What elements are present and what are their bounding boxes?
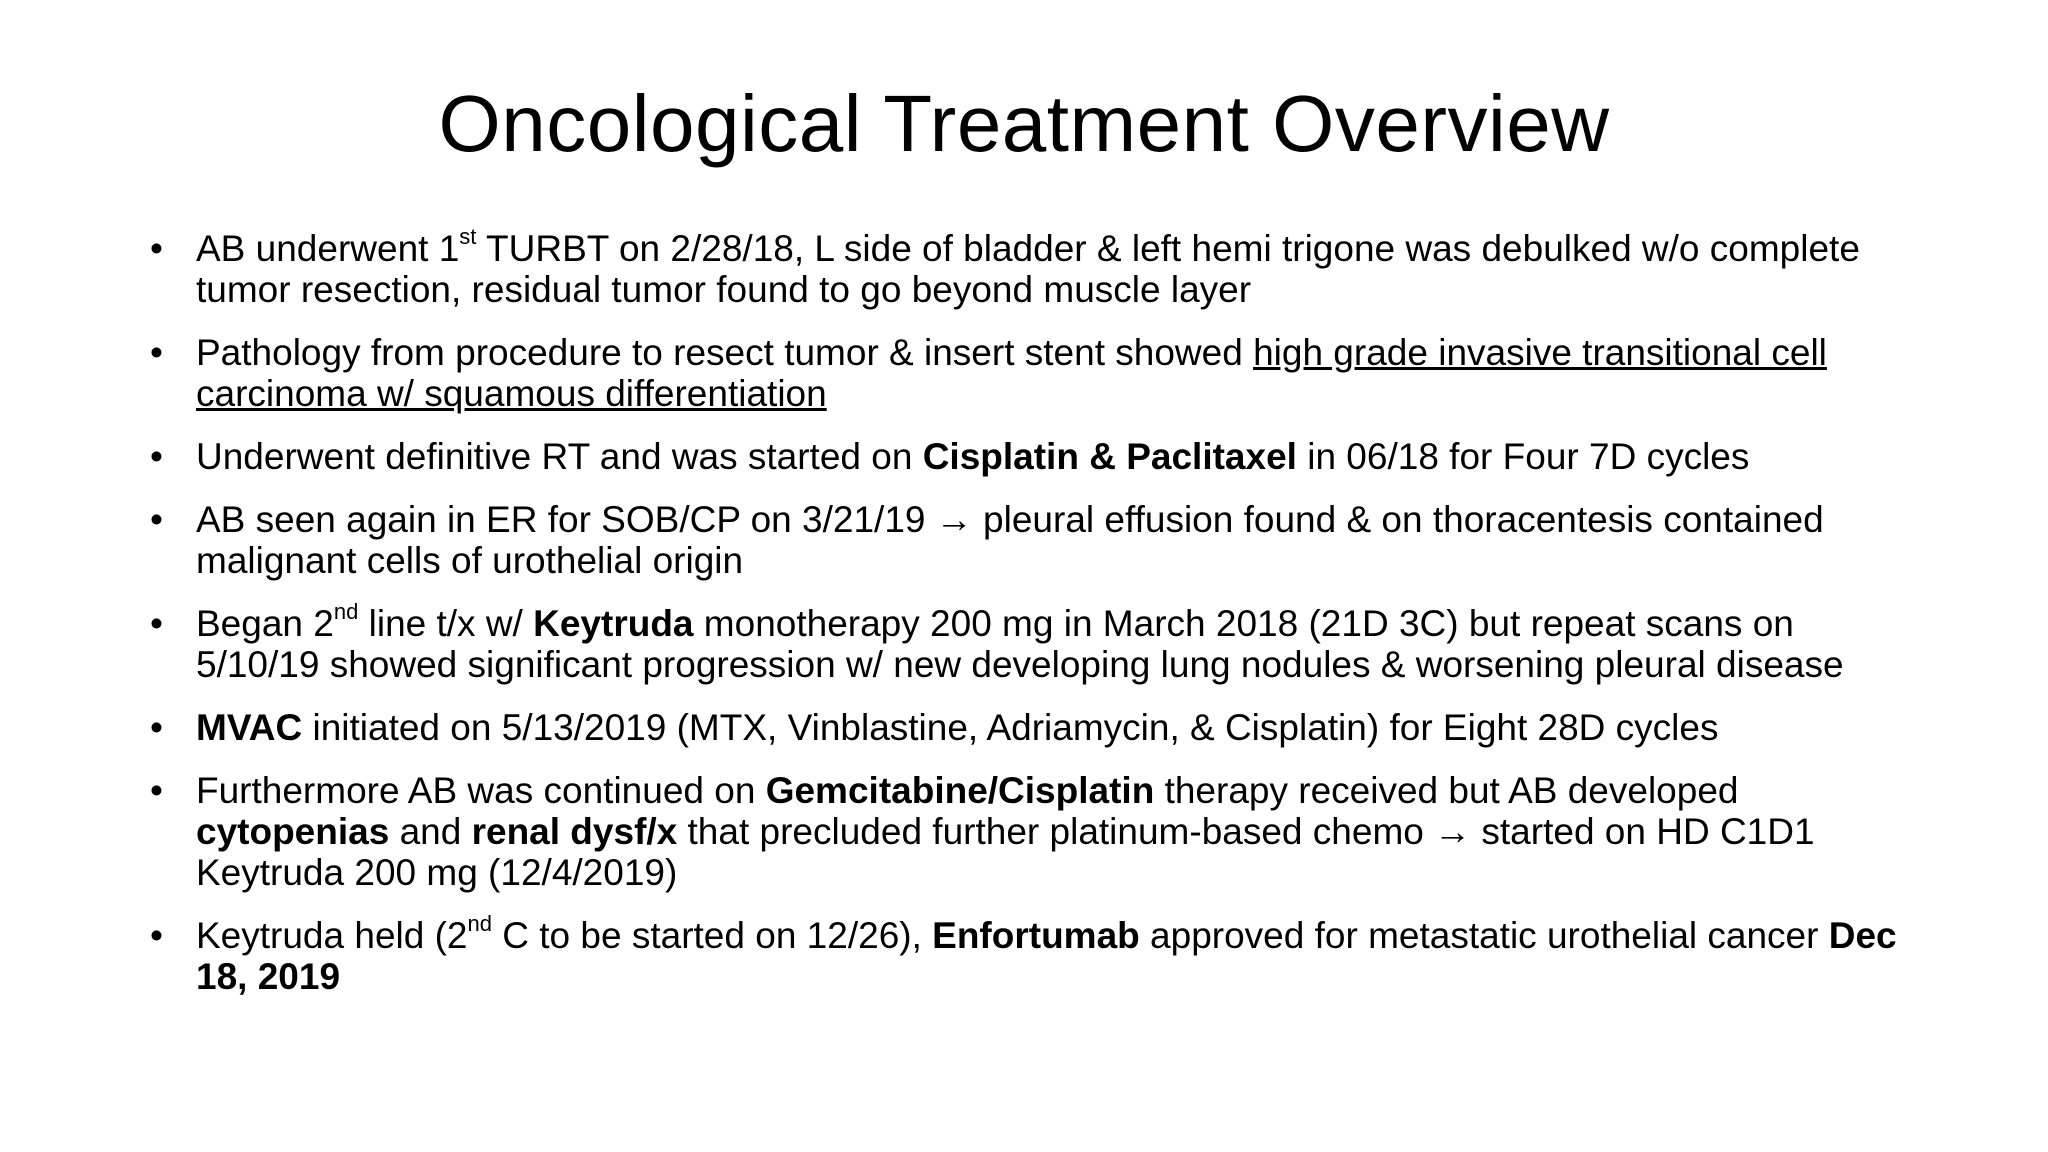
bullet-marker: • xyxy=(150,436,163,477)
bold-date: Dec 18, 2019 xyxy=(196,915,1897,997)
bullet-item xyxy=(150,770,1920,893)
bullet-text: approved for metastatic urothelial cancer xyxy=(1139,915,1829,956)
bullet-marker: • xyxy=(150,770,163,811)
bullet-text: therapy received but AB developed xyxy=(1154,770,1739,811)
bullet-text: Underwent definitive RT and was started on xyxy=(196,436,923,477)
bold-drug-name: MVAC xyxy=(196,707,303,748)
bullet-marker: • xyxy=(150,603,163,644)
arrow-right-icon: → xyxy=(1434,811,1472,852)
superscript-text: nd xyxy=(467,910,492,936)
bullet-text: that precluded further platinum-based chemo xyxy=(677,811,1435,852)
bullet-text: initiated on 5/13/2019 (MTX, Vinblastine, Adriamycin, & Cisplatin) for Eight 28D cycles xyxy=(302,707,1719,748)
bold-drug-name: Enfortumab xyxy=(932,915,1140,956)
arrow-right-icon: → xyxy=(935,499,973,540)
bullet-item xyxy=(150,436,1920,477)
bullet-text: line t/x w/ xyxy=(358,603,534,644)
superscript-text: nd xyxy=(333,598,359,624)
bold-drug-name: Cisplatin & Paclitaxel xyxy=(922,436,1297,477)
bullet-text: TURBT on 2/28/18, L side of bladder & left hemi trigone was debulked w/o complete tumor resection, residual tumor found to go beyond muscle layer xyxy=(196,228,1860,310)
bullet-item xyxy=(150,598,1920,685)
bullet-text: pleural effusion found & on thoracentesis contained malignant cells of urothelial origin xyxy=(196,499,1824,581)
bold-drug-name: Keytruda xyxy=(533,603,694,644)
bullet-list xyxy=(150,223,1920,1019)
bullet-text: in 06/18 for Four 7D cycles xyxy=(1296,436,1750,477)
bullet-item xyxy=(150,499,1920,581)
superscript-text: st xyxy=(459,223,477,249)
bullet-text: Pathology from procedure to resect tumor & insert stent showed xyxy=(196,332,1254,373)
bullet-item xyxy=(150,332,1920,414)
bullet-text: Began 2 xyxy=(196,603,334,644)
bullet-text: monotherapy 200 mg in March 2018 (21D 3C) but repeat scans on 5/10/19 showed significant progression w/ new developing lung nodules & worsening pleural disease xyxy=(196,603,1844,685)
slide-title: Oncological Treatment Overview xyxy=(438,79,1610,168)
bullet-text: C to be started on 12/26), xyxy=(492,915,933,956)
bullet-marker: • xyxy=(150,915,163,956)
bold-drug-name: Gemcitabine/Cisplatin xyxy=(765,770,1155,811)
bold-term: renal dysf/x xyxy=(471,811,678,852)
bold-term: cytopenias xyxy=(196,811,390,852)
bullet-marker: • xyxy=(150,332,163,373)
bullet-text: and xyxy=(389,811,472,852)
bullet-text: Furthermore AB was continued on xyxy=(196,770,766,811)
bullet-text: started on HD C1D1 Keytruda 200 mg (12/4/2019) xyxy=(196,811,1815,893)
bullet-text: AB seen again in ER for SOB/CP on 3/21/19 xyxy=(196,499,936,540)
bullet-text: AB underwent 1 xyxy=(196,228,460,269)
bullet-item xyxy=(150,223,1920,310)
bullet-text: Keytruda held (2 xyxy=(196,915,468,956)
bullet-item xyxy=(150,707,1920,748)
underlined-diagnosis: high grade invasive transitional cell carcinoma w/ squamous differentiation xyxy=(196,332,1827,414)
bullet-marker: • xyxy=(150,707,163,748)
bullet-marker: • xyxy=(150,499,163,540)
bullet-item xyxy=(150,910,1920,997)
bullet-marker: • xyxy=(150,228,163,269)
